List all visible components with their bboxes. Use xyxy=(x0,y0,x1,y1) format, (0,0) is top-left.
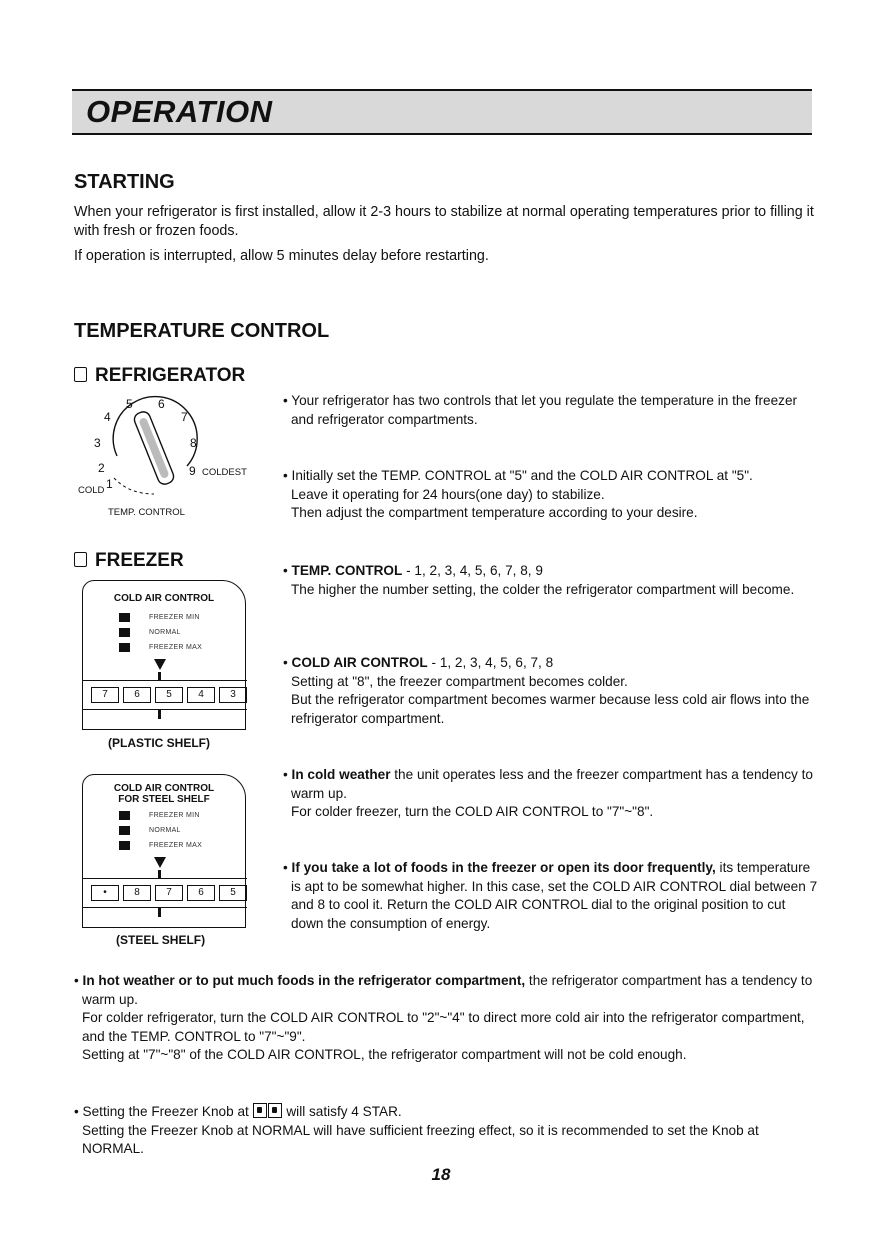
plastic-shelf-panel xyxy=(82,580,246,730)
steel-shelf-caption: (STEEL SHELF) xyxy=(116,933,206,947)
knob-text-post: will satisfy 4 STAR. xyxy=(282,1104,402,1119)
pointer-triangle-icon xyxy=(154,659,166,670)
starting-heading: STARTING xyxy=(74,171,175,193)
option-indicator-icon xyxy=(119,613,130,622)
freezer-knob-bullet: • Setting the Freezer Knob at will satisfy 4 STAR. Setting the Freezer Knob at NORMAL will have sufficient freezing effect, so it is recommended to set the Knob at NORMAL. xyxy=(74,1103,818,1159)
scale-cell: 5 xyxy=(155,687,183,703)
bullet-2-line-1: Initially set the TEMP. CONTROL at "5" and the COLD AIR CONTROL at "5". xyxy=(291,468,753,483)
hot-weather-bold: In hot weather or to put much foods in the refrigerator compartment, xyxy=(82,973,526,988)
cold-air-control-bullet: • COLD AIR CONTROL - 1, 2, 3, 4, 5, 6, 7, 8 Setting at "8", the freezer compartment becomes colder. But the refrigerator compartment becomes warmer because less cold air flows into the refrigerator compartment. xyxy=(283,654,818,728)
cold-weather-desc: For colder freezer, turn the COLD AIR CONTROL to "7"~"8". xyxy=(291,804,654,819)
hot-weather-bullet: • In hot weather or to put much foods in the refrigerator compartment, the refrigerator compartment has a tendency to warm up. For colder refrigerator, turn the COLD AIR CONTROL to "2"~"4" to direct more cold air into the refrigerator compartment, and the TEMP. CONTROL to "7"~"9". Setting at "7"~"8" of the COLD AIR CONTROL, the refrigerator compartment will not be cold enough. xyxy=(74,972,818,1065)
scale-cell: • xyxy=(91,885,119,901)
pointer-line xyxy=(158,907,161,917)
dial-scale xyxy=(91,687,247,703)
divider xyxy=(83,709,247,710)
panel-subtitle: FOR STEEL SHELF xyxy=(118,794,210,805)
frequent-door-bullet: • If you take a lot of foods in the freezer or open its door frequently, its temperature is apt to be somewhat higher. In this case, set the COLD AIR CONTROL dial between 7 and 8 to cool it. Return the COLD AIR CONTROL dial to the original position to cut down the consumption of energy. xyxy=(283,860,818,931)
scale-cell: 5 xyxy=(219,885,247,901)
temp-control-description: The higher the number setting, the colder the refrigerator compartment will become. xyxy=(291,581,795,597)
dial-number: 9 xyxy=(189,464,196,478)
coldest-label: COLDEST xyxy=(202,467,247,478)
knob-line-2: Setting the Freezer Knob at NORMAL will have sufficient freezing effect, so it is recommended to set the Knob at NORMAL. xyxy=(82,1122,759,1156)
scale-cell: 7 xyxy=(91,687,119,703)
pointer-triangle-icon xyxy=(154,857,166,868)
pointer-line xyxy=(158,672,161,680)
option-indicator-icon xyxy=(119,811,130,820)
scale-cell: 3 xyxy=(219,687,247,703)
divider xyxy=(83,680,247,681)
page-number: 18 xyxy=(431,1165,451,1184)
option-label: NORMAL xyxy=(149,629,181,636)
steel-shelf-panel xyxy=(82,774,246,928)
cold-weather-bullet: • In cold weather the unit operates less and the freezer compartment has a tendency to warm up. For colder freezer, turn the COLD AIR CONTROL to "7"~"8". xyxy=(283,766,818,822)
cold-air-control-range: - 1, 2, 3, 4, 5, 6, 7, 8 xyxy=(427,655,554,670)
scale-cell: 4 xyxy=(187,687,215,703)
option-label: FREEZER MIN xyxy=(149,614,200,621)
scale-cell: 6 xyxy=(187,885,215,901)
temperature-control-heading: TEMPERATURE CONTROL xyxy=(74,320,330,342)
dial-number: 6 xyxy=(158,397,165,411)
cold-label: COLD xyxy=(78,485,105,496)
dial-scale xyxy=(91,885,247,901)
freezer-heading xyxy=(74,550,184,572)
frequent-door-bold: If you take a lot of foods in the freezer or open its door frequently, xyxy=(291,860,716,875)
option-indicator-icon xyxy=(119,643,130,652)
refrigerator-bullet-1-text: Your refrigerator has two controls that let you regulate the temperature in the freezer and refrigerator compartments. xyxy=(291,393,798,427)
temp-control-bullet: • TEMP. CONTROL - 1, 2, 3, 4, 5, 6, 7, 8, 9 The higher the number setting, the colder the refrigerator compartment will become. xyxy=(283,562,818,599)
dial-number: 7 xyxy=(181,410,188,424)
plastic-shelf-caption: (PLASTIC SHELF) xyxy=(108,736,210,750)
option-label: FREEZER MAX xyxy=(149,644,203,651)
scale-cell: 8 xyxy=(123,885,151,901)
starting-paragraph-2: If operation is interrupted, allow 5 minutes delay before restarting. xyxy=(74,248,489,264)
cold-air-desc-1: Setting at "8", the freezer compartment becomes colder. xyxy=(291,673,628,689)
hot-weather-line-3: Setting at "7"~"8" of the COLD AIR CONTROL, the refrigerator compartment will not be cold enough. xyxy=(82,1047,687,1062)
panel-title: COLD AIR CONTROL xyxy=(113,593,215,604)
starting-paragraph-1: When your refrigerator is first installed, allow it 2-3 hours to stabilize at normal operating temperatures prior to filling it with fresh or frozen foods. xyxy=(74,204,814,239)
star-symbol-icon xyxy=(253,1103,267,1118)
refrigerator-heading xyxy=(74,365,245,387)
option-label: FREEZER MAX xyxy=(149,842,203,849)
temp-control-range: - 1, 2, 3, 4, 5, 6, 7, 8, 9 xyxy=(402,563,543,578)
dial-number: 8 xyxy=(190,436,197,450)
refrigerator-heading-label: REFRIGERATOR xyxy=(95,365,246,386)
scale-cell: 6 xyxy=(123,687,151,703)
checkbox-square-icon xyxy=(74,552,87,567)
freezer-heading-label: FREEZER xyxy=(95,550,184,571)
bullet-2-line-3: Then adjust the compartment temperature according to your desire. xyxy=(291,505,698,520)
cold-weather-text: the unit operates less and the freezer compartment has a tendency to warm up. xyxy=(291,767,813,801)
cold-weather-bold: In cold weather xyxy=(291,767,391,782)
option-indicator-icon xyxy=(119,826,130,835)
option-label: NORMAL xyxy=(149,827,181,834)
frequent-door-text: its temperature is apt to be somewhat higher. In this case, set the COLD AIR CONTROL dial between 7 and 8 to cool it. Return the COLD AIR CONTROL dial to the original position to cut down the consumption of energy. xyxy=(291,860,818,931)
page-title: OPERATION xyxy=(86,94,273,129)
refrigerator-bullet-2: • Initially set the TEMP. CONTROL at "5" and the COLD AIR CONTROL at "5". Leave it operating for 24 hours(one day) to stabilize. Then adjust the compartment temperature according to your desire. xyxy=(283,467,818,523)
dial-number: 4 xyxy=(104,410,111,424)
panel-title: COLD AIR CONTROL xyxy=(113,783,215,794)
option-indicator-icon xyxy=(119,628,130,637)
divider xyxy=(83,907,247,908)
refrigerator-bullet-1: • Your refrigerator has two controls that let you regulate the temperature in the freezer and refrigerator compartments. xyxy=(283,393,798,427)
pointer-line xyxy=(158,709,161,719)
knob-text-pre: Setting the Freezer Knob at xyxy=(82,1104,253,1119)
dial-number: 5 xyxy=(126,397,133,411)
option-indicator-icon xyxy=(119,841,130,850)
dial-caption: TEMP. CONTROL xyxy=(108,507,185,518)
temp-control-dial xyxy=(74,394,274,520)
cold-air-desc-2: But the refrigerator compartment becomes warmer because less cold air flows into the refrigerator compartment. xyxy=(291,692,810,726)
temp-control-bold: TEMP. CONTROL xyxy=(291,563,403,578)
dial-number: 3 xyxy=(94,436,101,450)
divider xyxy=(83,878,247,879)
hot-weather-line-2: For colder refrigerator, turn the COLD AIR CONTROL to "2"~"4" to direct more cold air into the refrigerator compartment, and the TEMP. CONTROL to "7"~"9". xyxy=(82,1010,805,1044)
checkbox-square-icon xyxy=(74,367,87,382)
dial-number: 2 xyxy=(98,461,105,475)
scale-cell: 7 xyxy=(155,885,183,901)
dial-number: 1 xyxy=(106,477,113,491)
pointer-line xyxy=(158,870,161,878)
cold-air-control-bold: COLD AIR CONTROL xyxy=(291,655,428,670)
option-label: FREEZER MIN xyxy=(149,812,200,819)
star-symbol-icon xyxy=(268,1103,282,1118)
bullet-2-line-2: Leave it operating for 24 hours(one day) to stabilize. xyxy=(291,486,605,502)
hot-weather-text: the refrigerator compartment has a tendency to warm up. xyxy=(82,973,813,1007)
